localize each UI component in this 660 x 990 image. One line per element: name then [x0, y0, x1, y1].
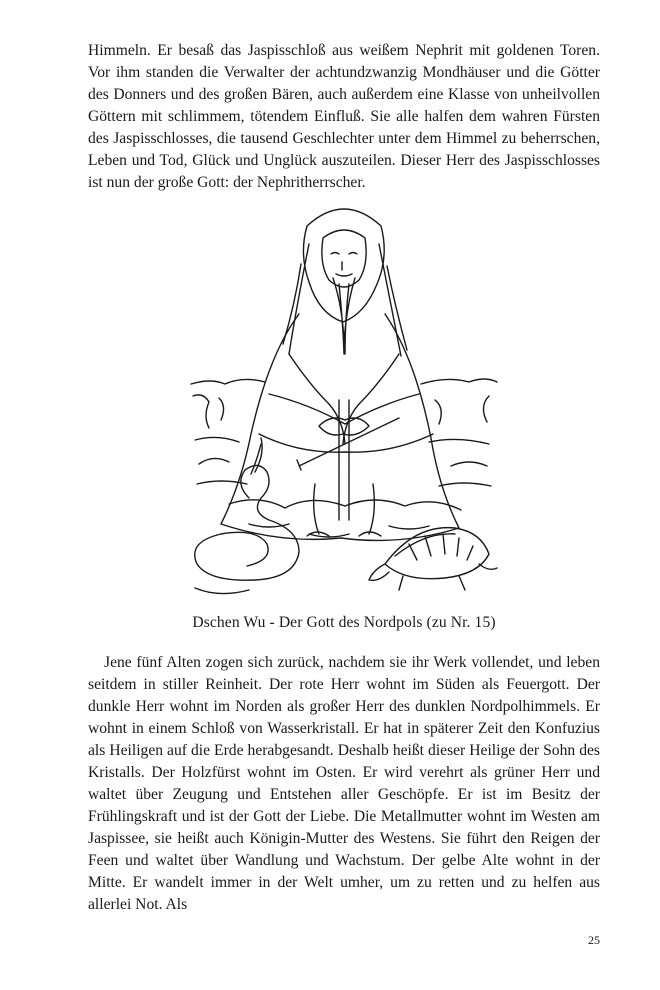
- robe: [221, 314, 459, 540]
- head-hair: [303, 209, 384, 322]
- dschen-wu-illustration: [189, 204, 499, 604]
- hands: [319, 418, 369, 435]
- page-number: 25: [588, 933, 600, 947]
- paragraph-top: Himmeln. Er besaß das Jaspisschloß aus weißem Nephrit mit goldenen Toren. Vor ihm standen die Verwalter der achtundzwanzig Mondhäuser und die Götter des Donners und des großen Bären, auch außerdem eine Klasse von unheilvollen Göttern mit schlimmem, tötendem Einfluß. Sie alle halfen dem wahren Fürsten des Jaspisschlosses, die tausend Geschlechter unter dem Himmel zu beherrschen, Leben und Tod, Glück und Unglück auszuteilen. Dieser Herr des Jaspisschlosses ist nun der große Gott: der Nephritherrscher.: [88, 42, 600, 191]
- figure-caption: Dschen Wu - Der Gott des Nordpols (zu Nr. 15): [192, 614, 496, 631]
- page-body: [88, 40, 600, 916]
- rocks-right: [421, 379, 497, 486]
- beard: [333, 278, 355, 354]
- sword: [297, 400, 399, 520]
- illustration-figure: [88, 204, 600, 604]
- paragraph-main: Jene fünf Alten zogen sich zurück, nachdem sie ihr Werk vollendet, und leben seitdem in stiller Reinheit. Der rote Herr wohnt im Süden als Feuergott. Der dunkle Herr wohnt im Norden als großer Herr des dunklen Nordpolhimmels. Er wohnt in einem Schloß von Wasserkristall. Er hat in späterer Zeit den Konfuzius als Heiligen auf die Erde herabgesandt. Deshalb heißt dieser Heilige der Sohn des Kristalls. Der Holzfürst wohnt im Osten. Er wird verehrt als grüner Herr und waltet über Zeugung und Entstehen aller Geschöpfe. Er ist im Besitz der Frühlingskraft und ist der Gott der Liebe. Die Metallmutter wohnt im Westen am Jaspissee, sie heißt auch Königin-Mutter des Westens. Sie führt den Reigen der Feen und waltet über Wandlung und Wachstum. Der gelbe Alte wohnt in der Mitte. Er wandelt immer in der Welt umher, um zu retten und zu helfen aus allerlei Not. Als: [88, 654, 600, 913]
- face: [322, 230, 366, 287]
